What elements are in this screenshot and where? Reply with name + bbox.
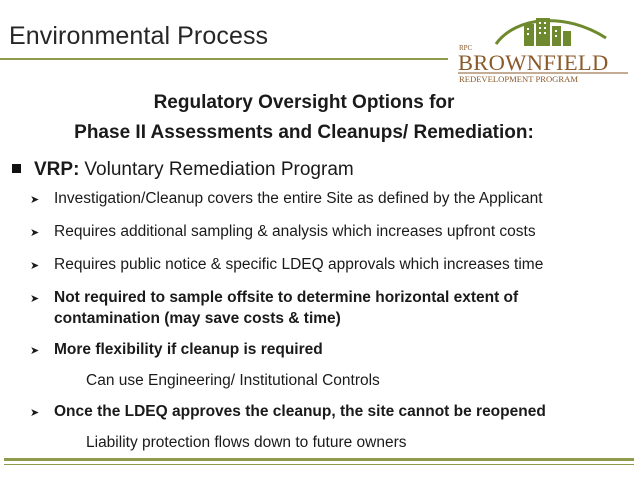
list-item [30, 401, 630, 424]
main-bullet [12, 159, 354, 181]
list-item [30, 221, 630, 244]
arrow-bullet-icon: ➤ [30, 227, 40, 239]
title-divider [0, 58, 448, 60]
arrow-bullet-icon: ➤ [30, 194, 40, 206]
main-bullet-text: Voluntary Remediation Program [84, 159, 354, 180]
logo-graphic [456, 14, 631, 86]
sub-bullet-list [30, 188, 630, 453]
footer-rule-thin [4, 464, 634, 465]
list-item-text: Requires additional sampling & analysis which increases upfront costs [54, 223, 536, 240]
logo-tagline: REDEVELOPMENT PROGRAM [459, 74, 578, 84]
list-item-text: Once the LDEQ approves the cleanup, the site cannot be reopened [54, 403, 546, 420]
list-item-text: More flexibility if cleanup is required [54, 341, 323, 358]
logo-rpc: RPC [459, 44, 473, 52]
arrow-bullet-icon: ➤ [30, 407, 40, 419]
main-bullet-label: VRP: [34, 159, 80, 180]
square-bullet-icon [12, 164, 21, 173]
subtitle-line-2: Phase II Assessments and Cleanups/ Remediation: [74, 122, 534, 143]
list-item-text: Requires public notice & specific LDEQ approvals which increases time [54, 256, 544, 273]
list-item [30, 339, 630, 362]
indented-note: Liability protection flows down to future owners [86, 434, 407, 451]
slide-title: Environmental Process [9, 22, 269, 50]
brownfield-logo [456, 14, 631, 86]
list-item [30, 287, 630, 329]
list-item-text: Not required to sample offsite to determine horizontal extent of contamination (may save costs & time) [54, 289, 519, 327]
logo-name: BROWNFIELD [458, 50, 609, 75]
indented-note: Can use Engineering/ Institutional Controls [86, 372, 380, 389]
list-item [30, 254, 630, 277]
arrow-bullet-icon: ➤ [30, 345, 40, 357]
list-item [30, 188, 630, 211]
subtitle-line-1: Regulatory Oversight Options for [153, 92, 455, 113]
arrow-bullet-icon: ➤ [30, 260, 40, 272]
list-item-text: Investigation/Cleanup covers the entire Site as defined by the Applicant [54, 190, 543, 207]
arrow-bullet-icon: ➤ [30, 293, 40, 305]
footer-rule-thick [4, 458, 634, 461]
